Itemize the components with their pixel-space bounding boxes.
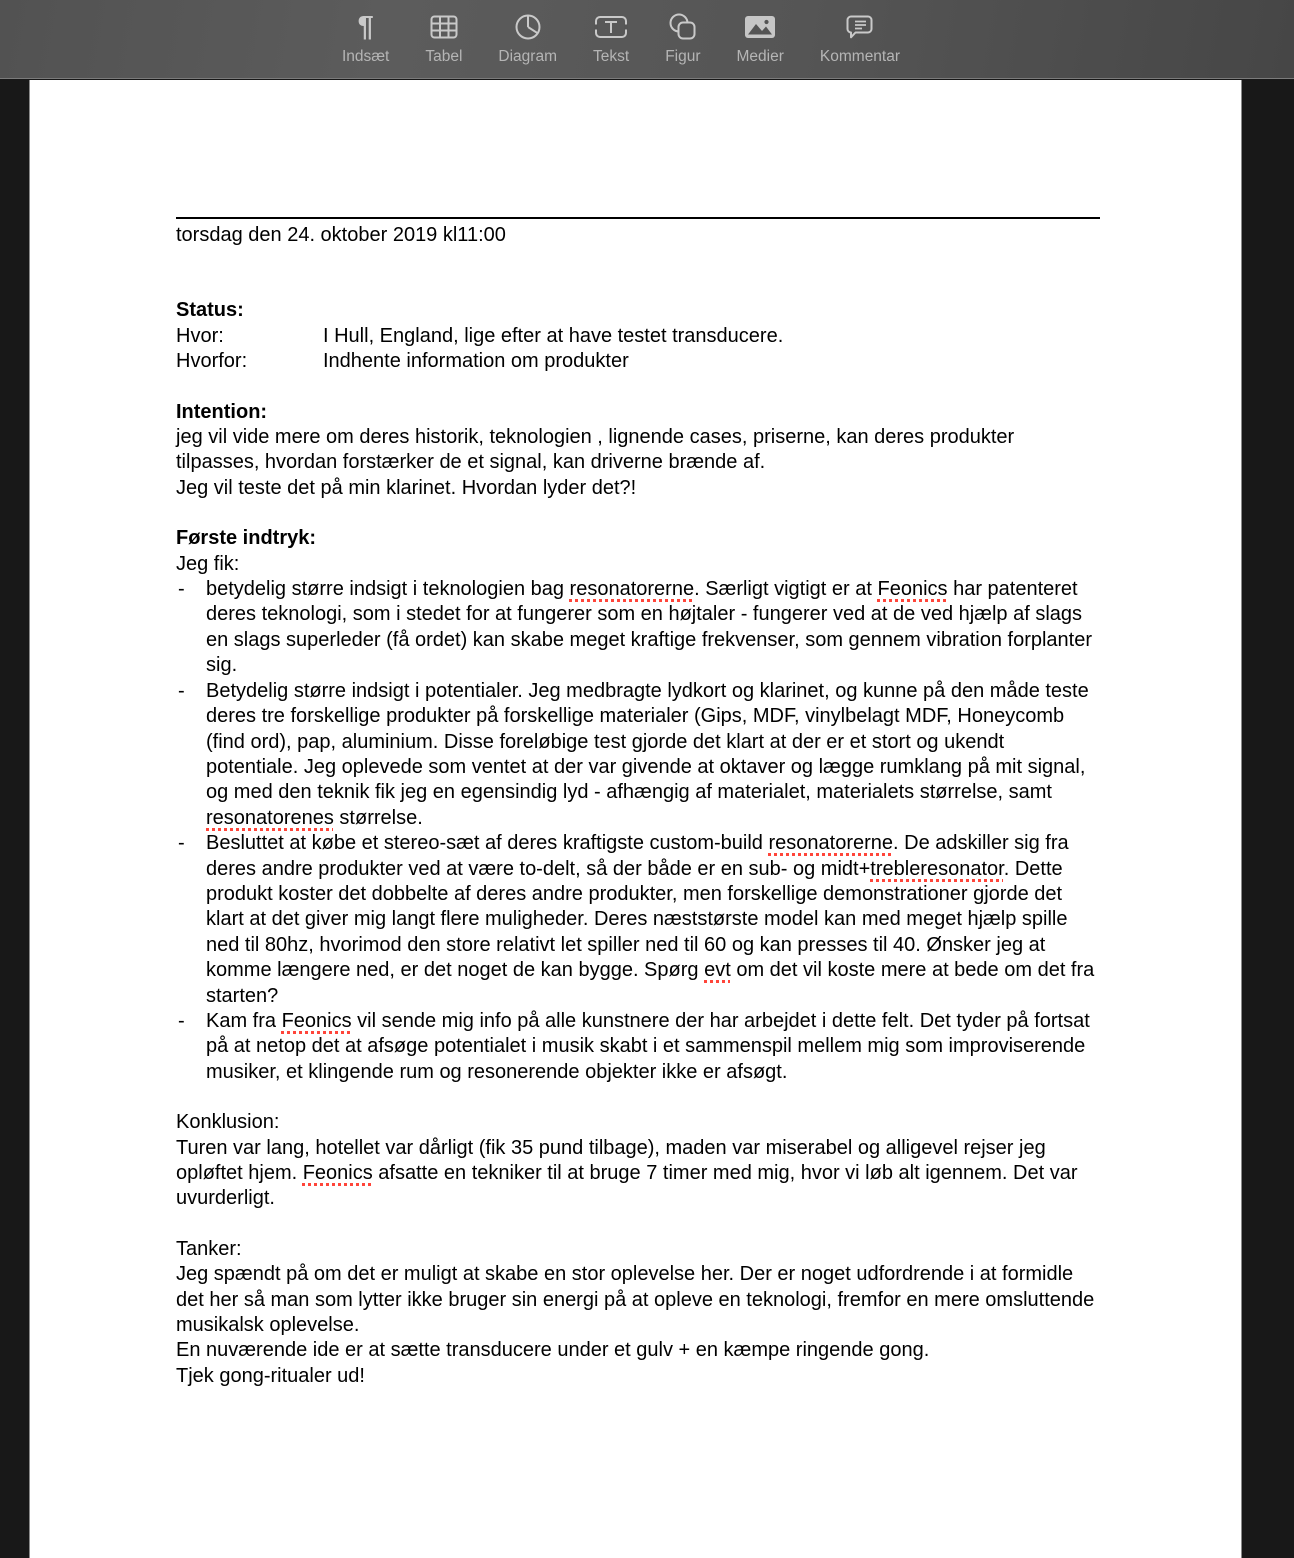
chart-button[interactable] [498, 9, 557, 66]
document-content [176, 80, 1100, 1389]
text-box-icon [594, 9, 628, 45]
shapes-icon [668, 9, 698, 45]
table-icon [430, 9, 458, 45]
toolbar [0, 0, 1294, 79]
media-button-label: Medier [736, 48, 784, 65]
thoughts-heading: Tanker: [176, 1237, 242, 1260]
first-impression-intro: Jeg fik: [176, 552, 240, 575]
list-item: - Betydelig større indsigt i potentialer. Jeg medbragte lydkort og klarinet, og kunne på den måde teste deres tre forskellige produkter på forskellige materialer (Gips, MDF, vinylbelagt MDF, Honeycomb (find ord), pap, aluminium. Disse foreløbige test gjorde det klart at der er et stort og ukendt potentiale. Jeg oplevede som ventet at der var givende at oktaver og lægge rumklang på mit signal, og med den teknik fik jeg en egensindig lyd - afhængig af materialet, materialets størrelse, samt resonatorenes størrelse. [176, 679, 1100, 831]
table-button-label: Tabel [425, 48, 463, 65]
media-image-icon [744, 9, 776, 45]
status-heading: Status: [176, 299, 244, 322]
list-item: - betydelig større indsigt i teknologien bag resonatorerne. Særligt vigtigt er at Feonics har patenteret deres teknologi, som i stedet for at fungerer som en højtaler - fungerer ved at de ved hjælp af slags en slags superleder (få ordet) kan skabe meget kraftige frekvenser, som gennem vibration forplanter sig. [176, 577, 1100, 679]
thoughts-paragraph: Jeg spændt på om det er muligt at skabe en stor oplevelse her. Der er noget udfordrende i at formidle det her så man som lytter ikke bruger sin energi på at opleve en teknologi, fremfor en mere omsluttende musikalsk oplevelse. [176, 1263, 1095, 1337]
status-where-label: Hvor: [176, 324, 224, 347]
insert-button-label: Indsæt [341, 48, 390, 65]
status-row-where [176, 324, 1100, 349]
comment-button-label: Kommentar [819, 48, 901, 65]
comment-button[interactable] [820, 9, 900, 66]
pilcrow-icon: ¶ [357, 11, 374, 43]
horizontal-rule [176, 217, 1100, 219]
text-button-label: Tekst [593, 48, 630, 65]
list-item: - Kam fra Feonics vil sende mig info på alle kunstnere der har arbejdet i dette felt. Det tyder på fortsat på at netop det at afsøge potentialet i musik skabt i et sammenspil mellem mig som improviserende musiker, et klingende rum og resonerende objekter ikke er afsøgt. [176, 1009, 1100, 1085]
conclusion-paragraph: Turen var lang, hotellet var dårligt (fik 35 pund tilbage), maden var miserabel og alligevel rejser jeg opløftet hjem. Feonics afsatte en tekniker til at bruge 7 timer med mig, hvor vi løb alt igennem. Det var uvurderligt. [176, 1136, 1078, 1210]
section-first-impression [176, 526, 1100, 1085]
status-why-label: Hvorfor: [176, 350, 248, 373]
shape-button[interactable] [665, 9, 700, 66]
status-where-value: I Hull, England, lige efter at have testet transducere. [323, 324, 784, 347]
insert-button[interactable] [342, 9, 389, 66]
intention-paragraph-2: Jeg vil teste det på min klarinet. Hvordan lyder det?! [176, 476, 637, 499]
shape-button-label: Figur [665, 48, 701, 65]
section-thoughts [176, 1237, 1100, 1389]
thoughts-paragraph-2: En nuværende ide er at sætte transducere under et gulv + en kæmpe ringende gong. [176, 1339, 930, 1362]
section-intention [176, 400, 1100, 502]
list-item: - Besluttet at købe et stereo-sæt af deres kraftigste custom-build resonatorerne. De adskiller sig fra deres andre produkter ved at være to-delt, så der både er en sub- og midt+trebleresonator. Dette produkt koster det dobbelte af deres andre produkter, men forskellige demonstrationer gjorde det klart at det giver mig langt flere muligheder. Deres næststørste model kan med meget hjælp spille ned til 80hz, hvorimod den store relativt let spiller ned til 60 og kan presses til 40. Ønsker jeg at komme længere ned, er det noget de kan bygge. Spørg evt om det vil koste mere at bede om det fra starten? [176, 831, 1100, 1009]
text-button[interactable] [593, 9, 629, 66]
comment-bubble-icon [845, 9, 875, 45]
date-line: torsdag den 24. oktober 2019 kl11:00 [176, 224, 506, 246]
first-impression-list [176, 577, 1100, 1085]
status-why-value: Indhente information om produkter [323, 350, 629, 373]
table-button[interactable] [425, 9, 462, 66]
status-row-why [176, 349, 1100, 374]
media-button[interactable] [737, 9, 784, 66]
first-impression-heading: Første indtryk: [176, 527, 317, 550]
pie-chart-icon [514, 9, 542, 45]
document-page[interactable] [29, 80, 1242, 1558]
toolbar-button-group [342, 0, 900, 66]
section-status [176, 298, 1100, 374]
chart-button-label: Diagram [498, 48, 557, 65]
thoughts-paragraph-3: Tjek gong-ritualer ud! [176, 1364, 365, 1387]
conclusion-heading: Konklusion: [176, 1111, 280, 1134]
section-conclusion [176, 1110, 1100, 1212]
intention-heading: Intention: [176, 400, 268, 423]
intention-paragraph: jeg vil vide mere om deres historik, teknologien , lignende cases, priserne, kan deres produkter tilpasses, hvordan forstærker de et signal, kan driverne brænde af. [176, 426, 1015, 474]
